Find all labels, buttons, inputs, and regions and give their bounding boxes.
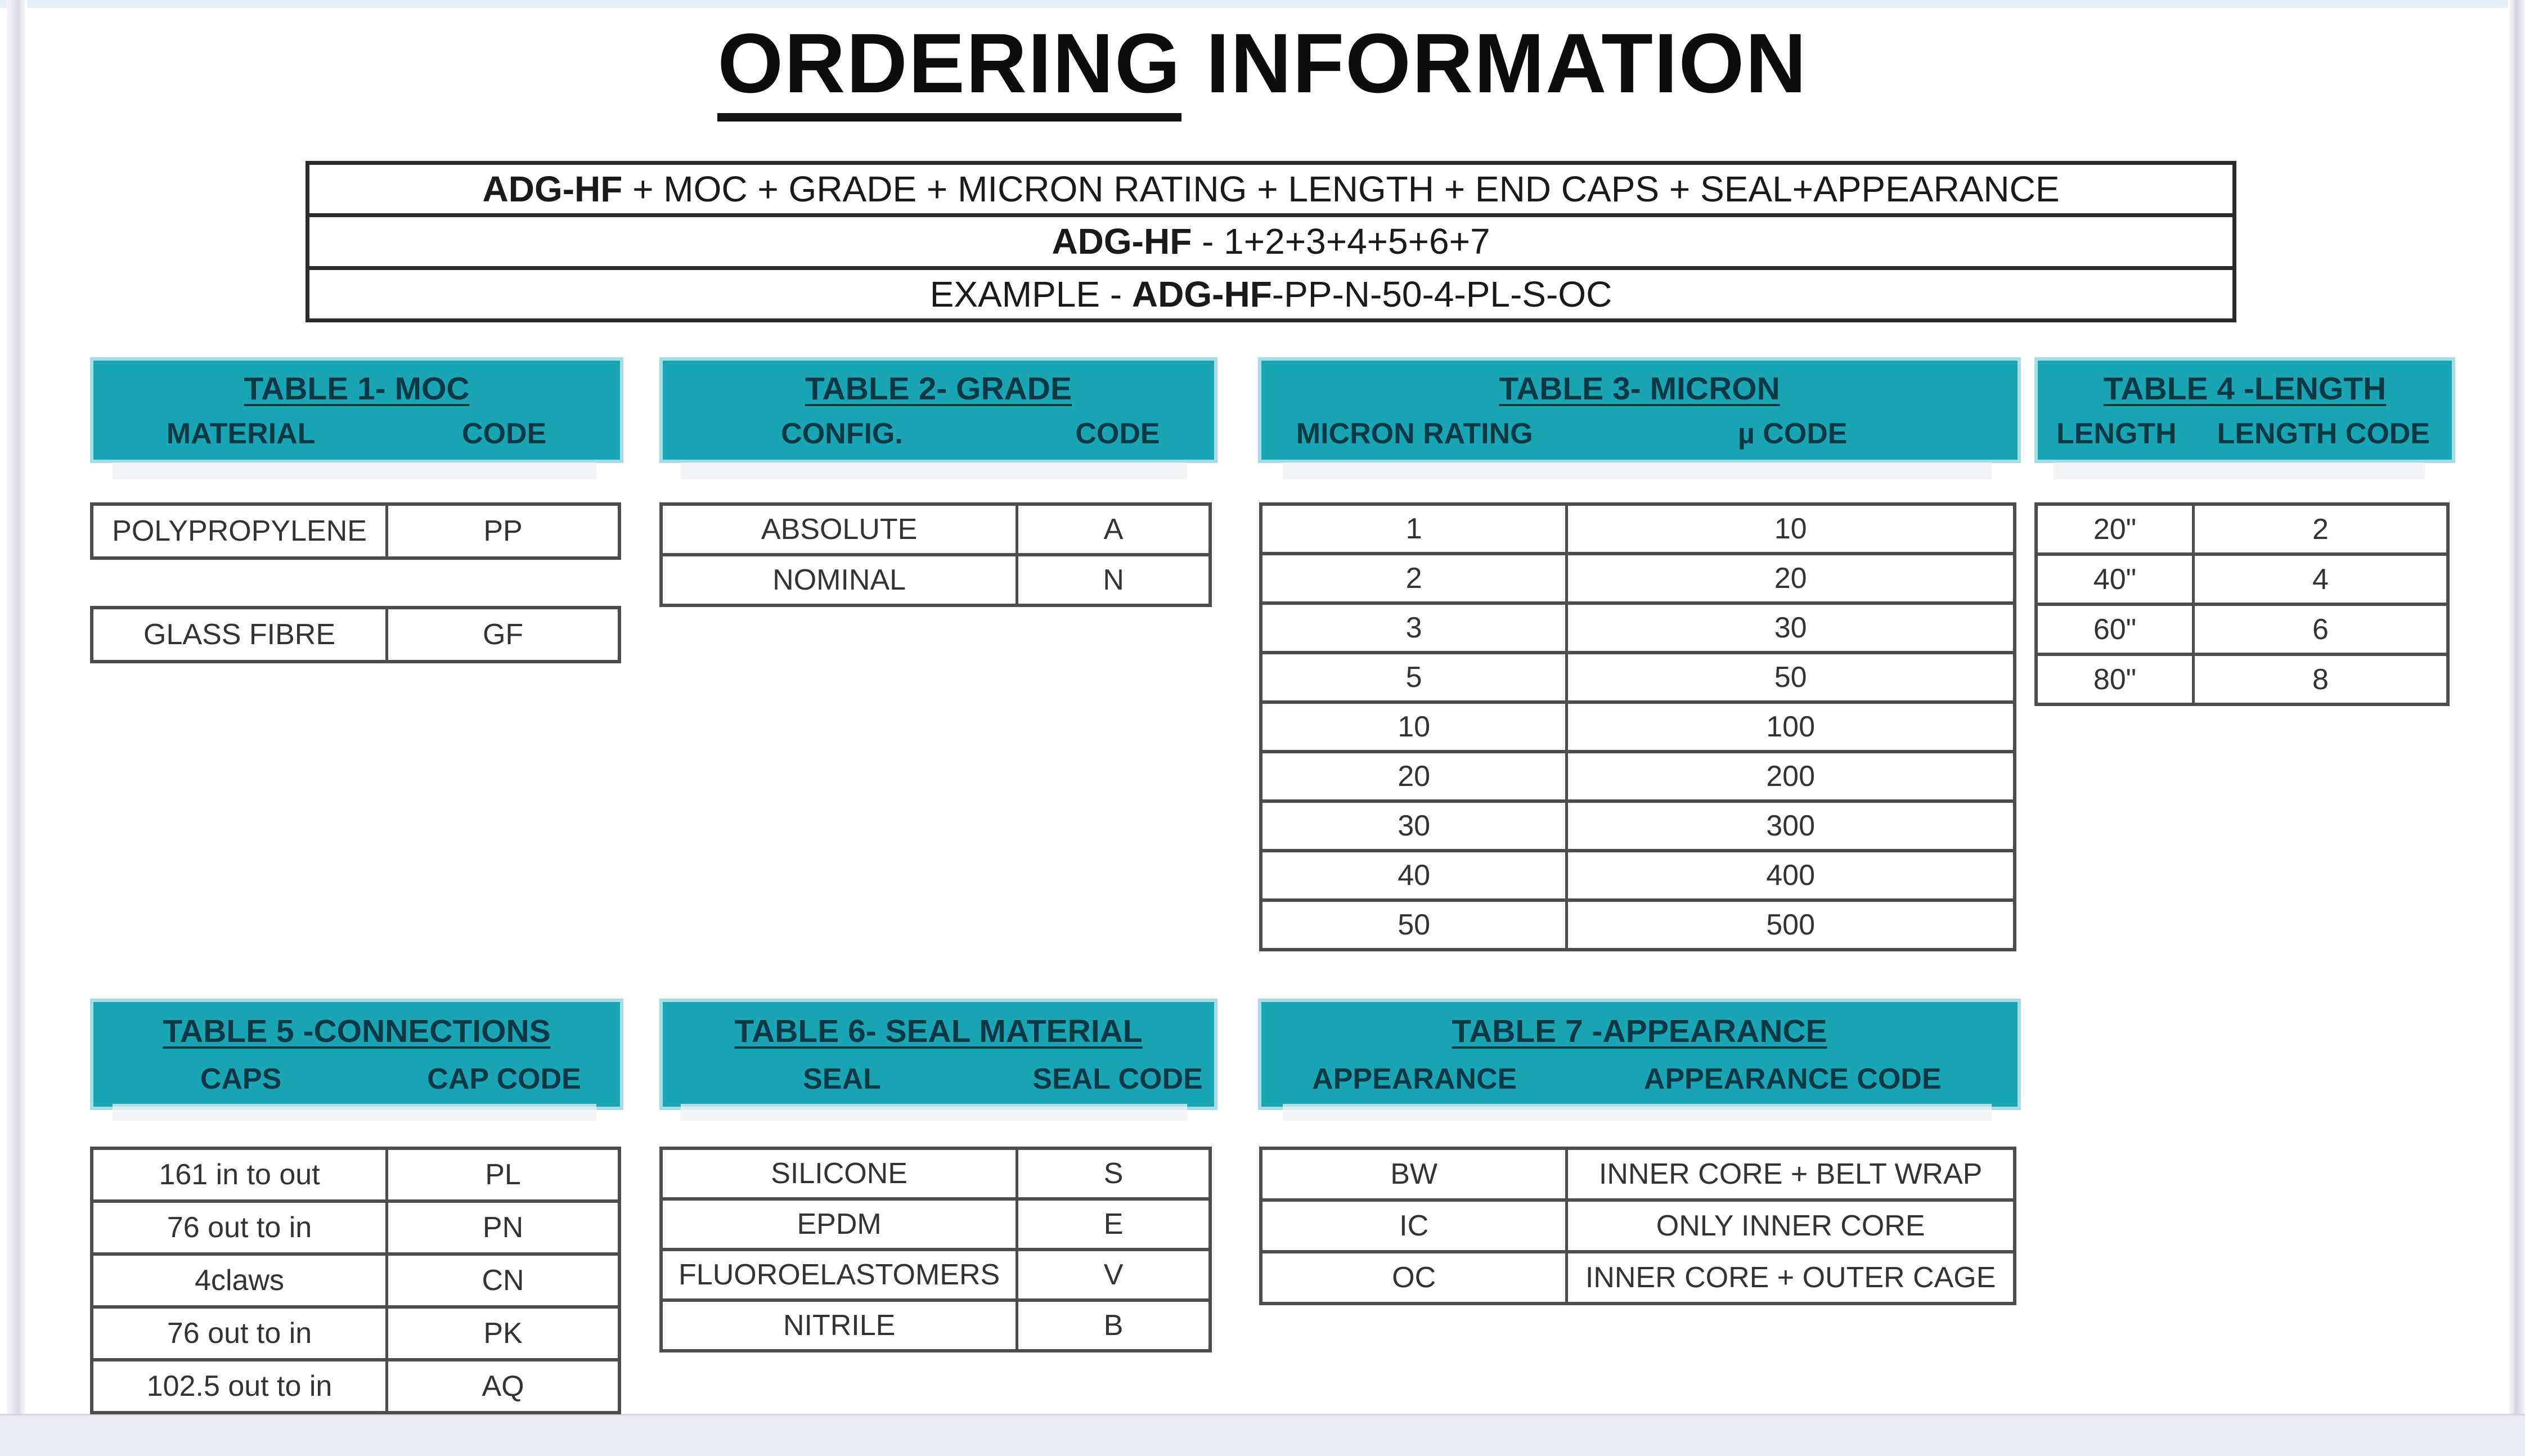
- table-row: [2038, 506, 2446, 552]
- formula-prefix: ADG-HF: [482, 169, 623, 210]
- cell-code: PL: [485, 1158, 521, 1191]
- table-row: [93, 506, 618, 556]
- table-row: [1262, 750, 2013, 799]
- table-row: [2038, 653, 2446, 703]
- cell-label: 20: [1262, 753, 1568, 799]
- cell-label: 30: [1262, 803, 1568, 849]
- cell-label: NOMINAL: [663, 556, 1018, 604]
- cell-label: 76 out to in: [93, 1309, 388, 1358]
- cell-code: 400: [1766, 859, 1815, 892]
- table-box: [90, 502, 621, 560]
- table-2-columns: [663, 417, 1214, 451]
- column-header: CODE: [1075, 417, 1160, 450]
- cell-label: 4claws: [93, 1256, 388, 1305]
- formula-prefix: ADG-HF: [1131, 273, 1272, 314]
- table-6-columns: [663, 1062, 1214, 1096]
- table-5-columns: [93, 1062, 620, 1096]
- cell-code: PN: [482, 1211, 524, 1244]
- cell-code: 30: [1774, 612, 1807, 644]
- cell-code: S: [1103, 1157, 1124, 1190]
- table-box: [90, 1147, 621, 1414]
- cell-label: 102.5 out to in: [93, 1361, 388, 1411]
- table-5-connections-header: [90, 999, 623, 1110]
- table-row: [1262, 651, 2013, 700]
- table-row: [1262, 849, 2013, 898]
- column-header: µ CODE: [1737, 417, 1848, 450]
- table-1-columns: [93, 417, 620, 451]
- formula-row-components: [309, 165, 2232, 213]
- table-row: [1262, 601, 2013, 651]
- table-4-length-header: [2034, 357, 2455, 463]
- table-row: [93, 1358, 618, 1411]
- page-right-edge: [2508, 0, 2525, 1456]
- table-row: [1262, 700, 2013, 750]
- column-header: LENGTH CODE: [2217, 417, 2430, 450]
- cell-label: 3: [1262, 605, 1568, 651]
- table-row: [93, 1150, 618, 1199]
- column-header: CODE: [461, 417, 547, 450]
- page-title: [0, 15, 2525, 112]
- table-box: [1259, 502, 2016, 951]
- column-header: CAP CODE: [427, 1063, 581, 1095]
- cell-label: 161 in to out: [93, 1150, 388, 1199]
- cell-label: IC: [1262, 1202, 1568, 1250]
- table-box: [90, 606, 621, 663]
- table-7-title: TABLE 7 -APPEARANCE: [1452, 1013, 1827, 1049]
- column-header: APPEARANCE: [1312, 1063, 1517, 1095]
- cell-code: AQ: [482, 1370, 524, 1403]
- cell-label: 1: [1262, 506, 1568, 552]
- table-7-columns: [1261, 1062, 2018, 1096]
- cell-code: E: [1103, 1208, 1124, 1241]
- page-top-edge: [0, 0, 2525, 8]
- scan-ghost: [681, 462, 1187, 479]
- table-row: [1262, 552, 2013, 601]
- column-header: APPEARANCE CODE: [1643, 1063, 1942, 1095]
- table-2-grade-data: [659, 502, 1212, 607]
- cell-label: EPDM: [663, 1201, 1018, 1248]
- scan-ghost: [113, 1104, 596, 1121]
- cell-label: 10: [1262, 704, 1568, 750]
- cell-label: ABSOLUTE: [663, 506, 1018, 553]
- cell-code: B: [1103, 1309, 1124, 1342]
- cell-code: 8: [2312, 663, 2329, 696]
- table-5-title: TABLE 5 -CONNECTIONS: [163, 1013, 551, 1049]
- cell-code: GF: [482, 618, 524, 651]
- cell-code: N: [1103, 564, 1124, 596]
- title-word: INFORMATION: [1206, 16, 1808, 110]
- table-row: [2038, 552, 2446, 603]
- table-row: [1262, 898, 2013, 948]
- column-header: CONFIG.: [781, 417, 903, 450]
- cell-label: FLUOROELASTOMERS: [663, 1251, 1018, 1298]
- table-row: [93, 1199, 618, 1252]
- cell-code: 50: [1774, 661, 1807, 694]
- scan-ghost: [681, 1104, 1187, 1121]
- scan-ghost: [1283, 1104, 1992, 1121]
- table-4-length-data: [2034, 502, 2450, 706]
- cell-code: V: [1103, 1259, 1124, 1291]
- cell-code: CN: [482, 1264, 524, 1297]
- cell-code: ONLY INNER CORE: [1656, 1210, 1925, 1242]
- cell-code: A: [1103, 513, 1124, 546]
- table-4-columns: [2038, 417, 2452, 451]
- table-row: [93, 1305, 618, 1358]
- table-row: [663, 1150, 1208, 1197]
- table-4-title: TABLE 4 -LENGTH: [2103, 370, 2387, 407]
- cell-code: PK: [483, 1317, 523, 1350]
- table-7-appearance-data: [1259, 1147, 2016, 1305]
- cell-code: 20: [1774, 562, 1807, 595]
- table-row: [663, 553, 1208, 604]
- table-3-micron-header: [1258, 357, 2021, 463]
- table-2-grade-header: [659, 357, 1217, 463]
- table-6-title: TABLE 6- SEAL MATERIAL: [734, 1013, 1143, 1049]
- table-row: [2038, 603, 2446, 653]
- cell-code: 10: [1774, 513, 1807, 545]
- table-6-seal-material-header: [659, 999, 1217, 1110]
- cell-code: 2: [2312, 513, 2329, 546]
- table-row: [663, 1197, 1208, 1248]
- cell-label: GLASS FIBRE: [93, 609, 388, 660]
- scan-ghost: [1283, 462, 1992, 479]
- column-header: LENGTH: [2056, 417, 2177, 450]
- formula-text: + MOC + GRADE + MICRON RATING + LENGTH + END CAPS + SEAL+APPEARANCE: [622, 169, 2060, 210]
- table-row: [1262, 1250, 2013, 1302]
- cell-code: INNER CORE + OUTER CAGE: [1585, 1261, 1996, 1294]
- table-box: [1259, 1147, 2016, 1305]
- table-row: [1262, 1150, 2013, 1198]
- table-row: [1262, 799, 2013, 849]
- table-box: [659, 502, 1212, 607]
- cell-label: 60": [2038, 606, 2195, 653]
- cell-code: 200: [1766, 760, 1815, 793]
- formula-text: -PP-N-50-4-PL-S-OC: [1272, 273, 1612, 314]
- cell-code: 300: [1766, 810, 1815, 842]
- cell-code: 500: [1766, 909, 1815, 941]
- cell-code: 4: [2312, 563, 2329, 596]
- table-2-title: TABLE 2- GRADE: [805, 370, 1072, 407]
- formula-text: - 1+2+3+4+5+6+7: [1192, 221, 1490, 262]
- formula-text: EXAMPLE -: [929, 273, 1132, 314]
- table-5-connections-data: [90, 1147, 621, 1414]
- table-row: [93, 1252, 618, 1305]
- formula-box: [305, 161, 2236, 322]
- cell-label: 5: [1262, 654, 1568, 700]
- cell-code: 100: [1766, 711, 1815, 743]
- formula-row-example: [309, 266, 2232, 318]
- formula-prefix: ADG-HF: [1052, 221, 1192, 262]
- table-1-title: TABLE 1- MOC: [244, 370, 470, 407]
- cell-code: INNER CORE + BELT WRAP: [1598, 1158, 1983, 1190]
- page-bottom-edge: [0, 1414, 2525, 1456]
- table-1-moc-data: [90, 502, 621, 663]
- cell-code: PP: [483, 515, 523, 547]
- scan-ghost: [113, 462, 596, 479]
- scan-ghost: [2054, 462, 2425, 479]
- cell-label: OC: [1262, 1253, 1568, 1302]
- title-word-spacer: [1181, 16, 1206, 110]
- cell-label: BW: [1262, 1150, 1568, 1198]
- page-left-edge: [7, 0, 27, 1456]
- table-row: [93, 609, 618, 660]
- cell-label: 2: [1262, 555, 1568, 601]
- table-row: [1262, 506, 2013, 552]
- table-1-moc-header: [90, 357, 623, 463]
- column-header: SEAL CODE: [1032, 1063, 1203, 1095]
- table-box: [2034, 502, 2450, 706]
- cell-label: POLYPROPYLENE: [93, 506, 388, 556]
- column-header: CAPS: [200, 1063, 282, 1095]
- table-7-appearance-header: [1258, 999, 2021, 1110]
- cell-label: 40": [2038, 556, 2195, 603]
- cell-label: 80": [2038, 656, 2195, 703]
- table-row: [663, 1298, 1208, 1349]
- table-3-columns: [1261, 417, 2018, 451]
- table-3-title: TABLE 3- MICRON: [1499, 370, 1780, 407]
- title-underlined-word: ORDERING: [717, 16, 1181, 122]
- table-box: [659, 1147, 1212, 1352]
- column-header: SEAL: [803, 1063, 881, 1095]
- cell-label: 20": [2038, 506, 2195, 552]
- cell-label: SILICONE: [663, 1150, 1018, 1197]
- formula-row-numbers: [309, 213, 2232, 266]
- column-header: MATERIAL: [166, 417, 316, 450]
- cell-label: 50: [1262, 902, 1568, 948]
- cell-code: 6: [2312, 613, 2329, 646]
- cell-label: 40: [1262, 852, 1568, 898]
- cell-label: NITRILE: [663, 1302, 1018, 1349]
- table-6-seal-material-data: [659, 1147, 1212, 1352]
- cell-label: 76 out to in: [93, 1203, 388, 1252]
- column-header: MICRON RATING: [1296, 417, 1533, 450]
- table-3-micron-data: [1259, 502, 2016, 951]
- table-row: [1262, 1198, 2013, 1250]
- table-row: [663, 1248, 1208, 1298]
- table-row: [663, 506, 1208, 553]
